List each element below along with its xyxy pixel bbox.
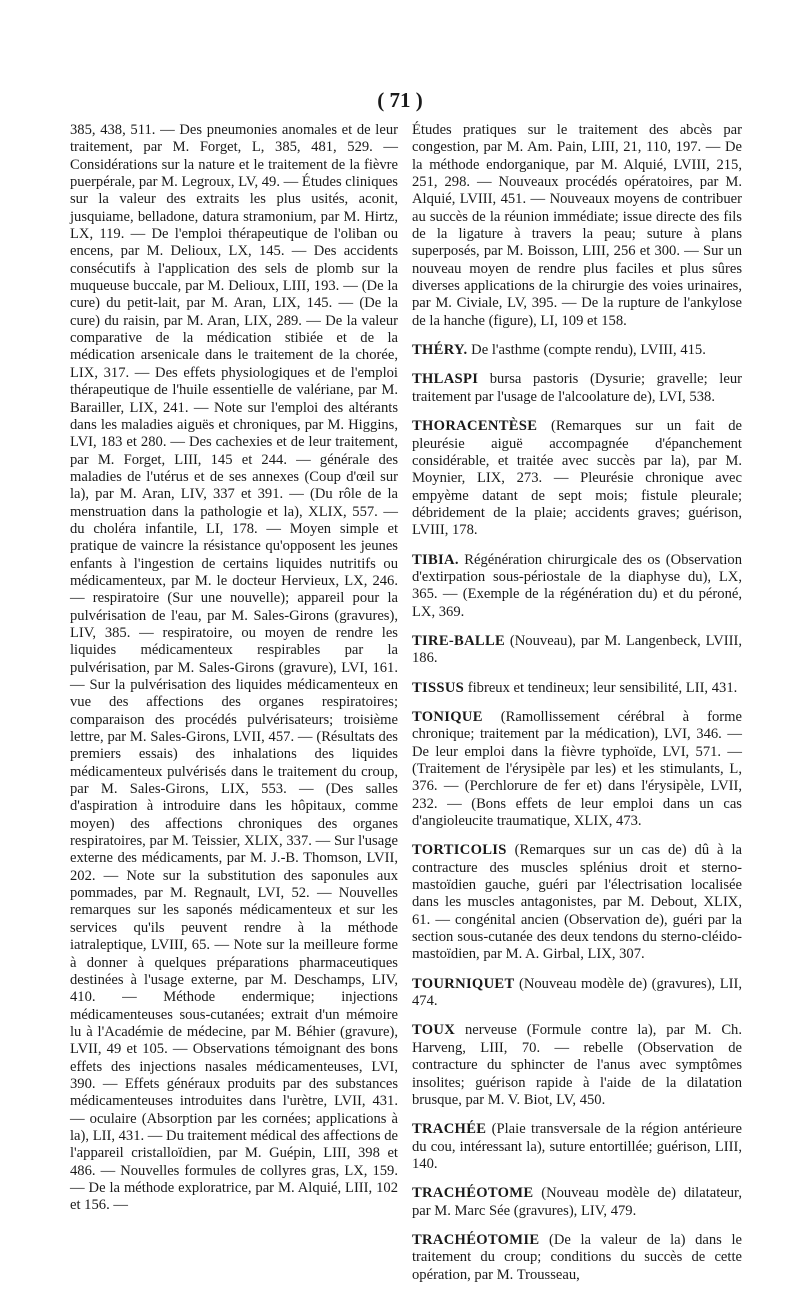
left-column [70, 122, 398, 1227]
index-entry: TONIQUE (Ramollissement cérébral à forme chronique; traitement par la médication), LVI, 346. — De leur emploi dans la fièvre typhoïde, LVI, 571. — (Traitement de l'érysipèle par les) et les stimulants, L, 376. — (Perchlorure de fer et) dans l'érysipèle, LVII, 232. — (Bons effets de leur emploi dans un cas d'angioleucite traumatique, XLIX, 473. [412, 708, 742, 830]
entry-heading: TONIQUE [412, 708, 483, 725]
right-column [412, 122, 742, 1296]
entry-heading: THÉRY. [412, 342, 468, 359]
entry-heading: THLASPI [412, 371, 479, 388]
index-entry: TRACHÉOTOME (Nouveau modèle de) dilatateur, par M. Marc Sée (gravures), LIV, 479. [412, 1185, 742, 1219]
index-entry: TORTICOLIS (Remarques sur un cas de) dû à la contracture des muscles splénius droit et sterno-mastoïdien gauche, guéri par l'électrisation localisée dans les muscles antagonistes, par M. Debout, XLIX, 61. — congénital ancien (Observation de), guéri par la section sous-cutanée des deux tendons du sterno-cléido-mastoïdien, par M. A. Girbal, LIX, 307. [412, 842, 742, 963]
index-entry: THÉRY. De l'asthme (compte rendu), LVIII, 415. [412, 342, 706, 359]
index-entry: THLASPI bursa pastoris (Dysurie; gravelle; leur traitement par l'usage de l'alcoolature de), LVI, 538. [412, 371, 742, 405]
entry-heading: THORACENTÈSE [412, 418, 538, 435]
entry-heading: TIRE-BALLE [412, 632, 506, 649]
entry-heading: TOUX [412, 1022, 456, 1039]
entry-heading: TOURNIQUET [412, 975, 515, 992]
entry-heading: TRACHÉOTOMIE [412, 1231, 540, 1248]
index-entry: TIBIA. Régénération chirurgicale des os (Observation d'extirpation sous-périostale de la diaphyse du), LX, 365. — (Exemple de la régénération du) et du péroné, LX, 369. [412, 551, 742, 620]
index-entry: TRACHÉE (Plaie transversale de la région antérieure du cou, intéressant la), suture entortillée; guérison, LIII, 140. [412, 1121, 742, 1172]
page-number: ( 71 ) [377, 88, 423, 112]
index-entry: TOUX nerveuse (Formule contre la), par M. Ch. Harveng, LIII, 70. — rebelle (Observation de contracture du sphincter de l'anus avec symptômes insolites; guérison rapide à l'aide de la dilatation brusque, par M. V. Biot, LV, 450. [412, 1022, 742, 1108]
index-entry: THORACENTÈSE (Remarques sur un fait de pleurésie aiguë accompagnée d'épanchement considérable, et traitée avec succès par la), par M. Moynier, LIX, 273. — Pleurésie chronique avec empyème datant de sept mois; fistule pleurale; débridement de la plaie; accidents graves; guérison, LVIII, 178. [412, 418, 742, 539]
index-entry: TOURNIQUET (Nouveau modèle de) (gravures), LII, 474. [412, 975, 742, 1010]
entry-heading: TISSUS [412, 679, 465, 696]
entry-heading: TRACHÉE [412, 1121, 487, 1138]
index-entry: TISSUS fibreux et tendineux; leur sensibilité, LII, 431. [412, 679, 738, 696]
index-entry-continuation: Études pratiques sur le traitement des abcès par congestion, par M. Am. Pain, LIII, 21, 110, 197. — De la méthode endorganique, par M. Alquié, LVIII, 215, 251, 298. — Nouveaux procédés opératoires, par M. Alquié, LVIII, 451. — Nouveaux moyens de contribuer au succès de la réunion immédiate; issue directe des fils de la ligature à travers la peau; suture à plans superposés, par M. Boisson, LIII, 256 et 300. — Sur un nouveau moyen de rendre plus faciles et plus sûres diverses applications de la chirurgie des voies urinaires, par M. Civiale, LV, 395. — De la rupture de l'ankylose de la hanche (figure), LI, 109 et 158. [412, 122, 742, 329]
index-entry: TIRE-BALLE (Nouveau), par M. Langenbeck, LVIII, 186. [412, 632, 742, 667]
entry-heading: TORTICOLIS [412, 842, 507, 859]
entry-heading: TIBIA. [412, 551, 459, 568]
left-column-text: 385, 438, 511. — Des pneumonies anomales et de leur traitement, par M. Forget, L, 385, 481, 529. — Considérations sur la nature et le traitement de la fièvre puerpérale, par M. Legroux, LV, 49. — Études cliniques sur la valeur des extraits les plus usités, aconit, jusquiame, belladone, datura stramonium, par M. Hirtz, LX, 119. — De l'emploi thérapeutique de l'oliban ou encens, par M. Delioux, LX, 145. — Des accidents consécutifs à l'application des sels de plomb sur la muqueuse buccale, par M. Delioux, LIII, 193. — (De la cure) du petit-lait, par M. Aran, LIX, 145. — (De la cure) du raisin, par M. Aran, LIX, 289. — De la valeur comparative de la médication stibiée et de la médication arsenicale dans le traitement de la chorée, LIX, 317. — Des effets physiologiques et de l'emploi thérapeutique de l'huile essentielle de valériane, par M. Barailler, LIX, 241. — Note sur l'emploi des altérants dans les maladies aiguës et chroniques, par M. Higgins, LVI, 183 et 280. — Des cachexies et de leur traitement, par M. Forget, LIII, 145 et 244. — générale des maladies de l'utérus et de ses annexes (Coup d'œil sur la), par M. Aran, LIV, 337 et 391. — (Du rôle de la menstruation dans la pathologie et la), XLIX, 557. — du choléra infantile, LI, 178. — Moyen simple et pratique de vaincre la résistance qu'opposent les jeunes enfants à l'ingestion de certains liquides nutritifs ou médicamenteux, par M. le docteur Hervieux, LX, 246. — respiratoire (Sur une nouvelle); appareil pour la pulvérisation de l'eau, par M. Sales-Girons (gravures), LIV, 385. — respiratoire, ou moyen de rendre les liquides médicamenteux respirables par la pulvérisation, par M. Sales-Girons (gravure), LVI, 161. — Sur la pulvérisation des liquides médicamenteux en vue des affections des organes respiratoires; comparaison des procédés pulvérisateurs; troisième lettre, par M. Sales-Girons, LVII, 457. — (Résultats des premiers essais) des inhalations des liquides médicamenteux pulvérisés dans le traitement du croup, par M. Sales-Girons, LIX, 553. — (Des salles d'aspiration à introduire dans les hôpitaux, comme moyen) des affections chroniques des organes respiratoires, par M. Teissier, XLIX, 337. — Sur l'usage externe des médicaments, par M. J.-B. Thomson, LVII, 202. — Note sur la substitution des saponules aux pommades, par M. Regnault, LVI, 52. — Nouvelles remarques sur les saponés médicamenteux et sur les services qu'ils peuvent rendre à la méthode iatraleptique, LVIII, 65. — Note sur la meilleure forme à donner à quelques préparations pharmaceutiques destinées à l'usage externe, par M. Deschamps, LIV, 410. — Méthode endermique; injections médicamenteuses sous-cutanées; extrait d'un mémoire lu à l'Académie de médecine, par M. Béhier (gravure), LVII, 49 et 105. — Observations témoignant des bons effets des injections nasales médicamenteuses, LVI, 390. — Effets généraux produits par des substances médicamenteuses introduites dans l'urètre, LVII, 431. — oculaire (Absorption par les cornées; applications à la), LII, 431. — Du traitement médical des affections de l'appareil cristalloïdien, par M. Guépin, LIII, 398 et 486. — Nouvelles formules de collyres gras, LX, 159. — De la méthode exploratrice, par M. Alquié, LIII, 102 et 156. — [70, 122, 398, 1214]
index-entry: TRACHÉOTOMIE (De la valeur de la) dans le traitement du croup; conditions du succès de cette opération, par M. Trousseau, [412, 1231, 742, 1283]
entry-heading: TRACHÉOTOME [412, 1185, 534, 1202]
